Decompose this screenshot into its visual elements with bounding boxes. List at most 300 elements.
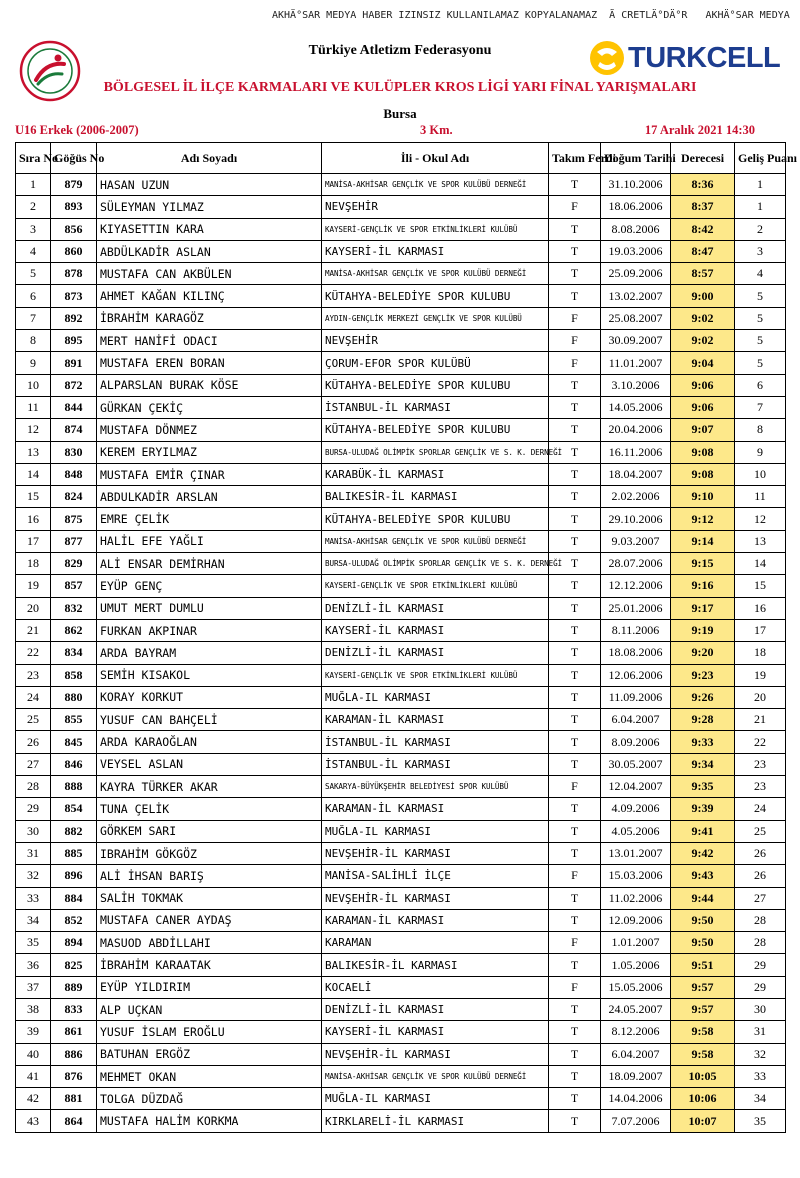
cell-bib: 832	[51, 597, 97, 619]
cell-rank: 27	[16, 753, 51, 775]
cell-team: T	[549, 842, 601, 864]
table-row	[16, 508, 786, 530]
cell-birth: 25.08.2007	[601, 307, 671, 329]
cell-time: 10:07	[671, 1110, 735, 1132]
cell-team: F	[549, 196, 601, 218]
cell-name: MUSTAFA CAN AKBÜLEN	[97, 263, 322, 285]
cell-club: KARAMAN-İL KARMASI	[322, 798, 549, 820]
cell-birth: 31.10.2006	[601, 174, 671, 196]
cell-points: 26	[735, 865, 786, 887]
cell-time: 9:16	[671, 575, 735, 597]
cell-team: T	[549, 887, 601, 909]
cell-time: 9:10	[671, 486, 735, 508]
cell-rank: 1	[16, 174, 51, 196]
cell-bib: 861	[51, 1021, 97, 1043]
cell-birth: 12.12.2006	[601, 575, 671, 597]
cell-team: T	[549, 909, 601, 931]
cell-birth: 29.10.2006	[601, 508, 671, 530]
cell-club: DENİZLİ-İL KARMASI	[322, 597, 549, 619]
cell-bib: 877	[51, 530, 97, 552]
table-row	[16, 285, 786, 307]
table-header-row	[16, 143, 786, 174]
cell-points: 4	[735, 263, 786, 285]
cell-time: 9:44	[671, 887, 735, 909]
cell-team: F	[549, 352, 601, 374]
cell-club: AYDIN-GENÇLİK MERKEZİ GENÇLİK VE SPOR KULÜBÜ	[322, 307, 549, 329]
cell-points: 5	[735, 352, 786, 374]
cell-time: 9:08	[671, 463, 735, 485]
cell-team: T	[549, 463, 601, 485]
cell-name: TUNA ÇELİK	[97, 798, 322, 820]
cell-time: 9:35	[671, 776, 735, 798]
cell-birth: 18.08.2006	[601, 642, 671, 664]
watermark-text: AKHÄ°SAR MEDYA HABER IZINSIZ KULLANILAMAZ KOPYALANAMAZ Ã CRETLÄ°DÄ°R AKHÄ°SAR MEDYA	[272, 10, 790, 21]
cell-birth: 1.05.2006	[601, 954, 671, 976]
cell-time: 9:34	[671, 753, 735, 775]
cell-bib: 825	[51, 954, 97, 976]
cell-name: KEREM ERYILMAZ	[97, 441, 322, 463]
cell-name: ALP UÇKAN	[97, 998, 322, 1020]
cell-bib: 876	[51, 1065, 97, 1087]
cell-name: AHMET KAĞAN KILINÇ	[97, 285, 322, 307]
cell-rank: 18	[16, 553, 51, 575]
cell-points: 12	[735, 508, 786, 530]
table-row	[16, 664, 786, 686]
cell-name: FURKAN AKPINAR	[97, 619, 322, 641]
cell-time: 8:36	[671, 174, 735, 196]
cell-rank: 39	[16, 1021, 51, 1043]
cell-rank: 21	[16, 619, 51, 641]
cell-team: F	[549, 776, 601, 798]
cell-team: F	[549, 976, 601, 998]
cell-club: KÜTAHYA-BELEDİYE SPOR KULUBU	[322, 508, 549, 530]
cell-birth: 25.01.2006	[601, 597, 671, 619]
cell-name: EYÜP YILDIRIM	[97, 976, 322, 998]
cell-club: KÜTAHYA-BELEDİYE SPOR KULUBU	[322, 419, 549, 441]
cell-bib: 845	[51, 731, 97, 753]
cell-time: 10:05	[671, 1065, 735, 1087]
table-row	[16, 619, 786, 641]
cell-name: SEMİH KISAKOL	[97, 664, 322, 686]
cell-team: F	[549, 865, 601, 887]
cell-bib: 892	[51, 307, 97, 329]
cell-rank: 17	[16, 530, 51, 552]
cell-birth: 13.02.2007	[601, 285, 671, 307]
cell-team: T	[549, 575, 601, 597]
table-row	[16, 441, 786, 463]
cell-time: 8:57	[671, 263, 735, 285]
cell-bib: 872	[51, 374, 97, 396]
cell-time: 9:51	[671, 954, 735, 976]
cell-points: 14	[735, 553, 786, 575]
cell-team: T	[549, 619, 601, 641]
cell-name: GÖRKEM SARI	[97, 820, 322, 842]
table-row	[16, 1021, 786, 1043]
col-header-team: Takım Ferdi	[549, 143, 601, 174]
cell-bib: 891	[51, 352, 97, 374]
table-row	[16, 374, 786, 396]
cell-bib: 857	[51, 575, 97, 597]
cell-birth: 24.05.2007	[601, 998, 671, 1020]
table-row	[16, 530, 786, 552]
cell-team: T	[549, 285, 601, 307]
cell-birth: 14.05.2006	[601, 396, 671, 418]
cell-club: MUĞLA-IL KARMASI	[322, 1088, 549, 1110]
cell-team: T	[549, 1043, 601, 1065]
cell-team: T	[549, 508, 601, 530]
cell-bib: 895	[51, 330, 97, 352]
cell-name: MUSTAFA HALİM KORKMA	[97, 1110, 322, 1132]
cell-time: 9:06	[671, 396, 735, 418]
cell-club: KARAMAN	[322, 932, 549, 954]
cell-rank: 30	[16, 820, 51, 842]
cell-birth: 8.12.2006	[601, 1021, 671, 1043]
cell-rank: 29	[16, 798, 51, 820]
table-row	[16, 909, 786, 931]
cell-time: 9:33	[671, 731, 735, 753]
cell-rank: 8	[16, 330, 51, 352]
cell-bib: 864	[51, 1110, 97, 1132]
cell-rank: 12	[16, 419, 51, 441]
race-date: 17 Aralık 2021 14:30	[644, 123, 755, 137]
cell-rank: 15	[16, 486, 51, 508]
cell-name: MASUOD ABDİLLAHI	[97, 932, 322, 954]
cell-name: ALİ ENSAR DEMİRHAN	[97, 553, 322, 575]
cell-team: T	[549, 709, 601, 731]
cell-birth: 16.11.2006	[601, 441, 671, 463]
cell-rank: 28	[16, 776, 51, 798]
table-row	[16, 820, 786, 842]
cell-birth: 6.04.2007	[601, 709, 671, 731]
cell-birth: 7.07.2006	[601, 1110, 671, 1132]
table-row	[16, 1110, 786, 1132]
cell-birth: 11.02.2006	[601, 887, 671, 909]
cell-points: 31	[735, 1021, 786, 1043]
cell-time: 9:08	[671, 441, 735, 463]
cell-birth: 14.04.2006	[601, 1088, 671, 1110]
cell-club: İSTANBUL-İL KARMASI	[322, 731, 549, 753]
cell-club: KAYSERİ-İL KARMASI	[322, 619, 549, 641]
cell-name: ABDULKADİR ARSLAN	[97, 486, 322, 508]
cell-points: 5	[735, 330, 786, 352]
cell-rank: 13	[16, 441, 51, 463]
col-header-rank: Sıra No	[16, 143, 51, 174]
cell-club: KIRKLARELİ-İL KARMASI	[322, 1110, 549, 1132]
cell-points: 13	[735, 530, 786, 552]
cell-team: T	[549, 1110, 601, 1132]
cell-rank: 41	[16, 1065, 51, 1087]
results-body	[16, 174, 786, 1133]
cell-bib: 854	[51, 798, 97, 820]
table-row	[16, 1065, 786, 1087]
cell-bib: 889	[51, 976, 97, 998]
cell-birth: 11.01.2007	[601, 352, 671, 374]
table-row	[16, 174, 786, 196]
cell-rank: 37	[16, 976, 51, 998]
table-row	[16, 486, 786, 508]
cell-rank: 35	[16, 932, 51, 954]
cell-points: 24	[735, 798, 786, 820]
cell-points: 23	[735, 776, 786, 798]
cell-name: YUSUF CAN BAHÇELİ	[97, 709, 322, 731]
col-header-name: Adı Soyadı	[97, 143, 322, 174]
cell-team: T	[549, 396, 601, 418]
cell-time: 9:12	[671, 508, 735, 530]
cell-name: EYÜP GENÇ	[97, 575, 322, 597]
cell-club: İSTANBUL-İL KARMASI	[322, 753, 549, 775]
cell-name: ALPARSLAN BURAK KÖSE	[97, 374, 322, 396]
cell-bib: 834	[51, 642, 97, 664]
cell-rank: 31	[16, 842, 51, 864]
cell-bib: 833	[51, 998, 97, 1020]
cell-club: İSTANBUL-İL KARMASI	[322, 396, 549, 418]
cell-time: 9:00	[671, 285, 735, 307]
cell-rank: 7	[16, 307, 51, 329]
cell-bib: 878	[51, 263, 97, 285]
race-info	[15, 123, 785, 139]
cell-bib: 830	[51, 441, 97, 463]
col-header-points: Geliş Puanı	[735, 143, 786, 174]
cell-bib: 856	[51, 218, 97, 240]
cell-rank: 43	[16, 1110, 51, 1132]
cell-time: 9:50	[671, 909, 735, 931]
table-row	[16, 887, 786, 909]
cell-club: ÇORUM-EFOR SPOR KULÜBÜ	[322, 352, 549, 374]
cell-bib: 848	[51, 463, 97, 485]
cell-points: 28	[735, 909, 786, 931]
table-row	[16, 419, 786, 441]
race-distance: 3 Km.	[420, 123, 453, 137]
cell-points: 27	[735, 887, 786, 909]
cell-bib: 879	[51, 174, 97, 196]
cell-points: 35	[735, 1110, 786, 1132]
cell-time: 9:14	[671, 530, 735, 552]
cell-club: KAYSERİ-İL KARMASI	[322, 1021, 549, 1043]
cell-club: MUĞLA-IL KARMASI	[322, 686, 549, 708]
cell-rank: 40	[16, 1043, 51, 1065]
cell-name: IBRAHİM GÖKGÖZ	[97, 842, 322, 864]
cell-birth: 8.11.2006	[601, 619, 671, 641]
cell-team: T	[549, 664, 601, 686]
cell-club: BALIKESİR-İL KARMASI	[322, 954, 549, 976]
cell-rank: 20	[16, 597, 51, 619]
cell-club: MANİSA-AKHİSAR GENÇLİK VE SPOR KULÜBÜ DERNEĞİ	[322, 530, 549, 552]
cell-bib: 874	[51, 419, 97, 441]
table-row	[16, 463, 786, 485]
cell-birth: 4.05.2006	[601, 820, 671, 842]
cell-birth: 30.05.2007	[601, 753, 671, 775]
cell-birth: 13.01.2007	[601, 842, 671, 864]
cell-name: ABDÜLKADİR ASLAN	[97, 240, 322, 262]
cell-birth: 12.06.2006	[601, 664, 671, 686]
cell-name: KAYRA TÜRKER AKAR	[97, 776, 322, 798]
table-row	[16, 218, 786, 240]
cell-club: NEVŞEHİR	[322, 330, 549, 352]
cell-rank: 14	[16, 463, 51, 485]
cell-points: 5	[735, 307, 786, 329]
table-row	[16, 709, 786, 731]
cell-birth: 20.04.2006	[601, 419, 671, 441]
table-row	[16, 642, 786, 664]
cell-name: UMUT MERT DUMLU	[97, 597, 322, 619]
cell-birth: 18.04.2007	[601, 463, 671, 485]
table-row	[16, 196, 786, 218]
cell-rank: 25	[16, 709, 51, 731]
table-row	[16, 352, 786, 374]
event-title: BÖLGESEL İL İLÇE KARMALARI VE KULÜPLER KROS LİGİ YARI FİNAL YARIŞMALARI	[103, 80, 697, 95]
cell-birth: 1.01.2007	[601, 932, 671, 954]
cell-club: MANİSA-AKHİSAR GENÇLİK VE SPOR KULÜBÜ DERNEĞİ	[322, 1065, 549, 1087]
cell-time: 8:42	[671, 218, 735, 240]
cell-club: KOCAELİ	[322, 976, 549, 998]
results-table	[15, 142, 798, 1133]
table-row	[16, 954, 786, 976]
cell-birth: 18.06.2006	[601, 196, 671, 218]
cell-club: MANİSA-AKHİSAR GENÇLİK VE SPOR KULÜBÜ DERNEĞİ	[322, 174, 549, 196]
cell-time: 9:57	[671, 998, 735, 1020]
cell-time: 9:02	[671, 307, 735, 329]
cell-birth: 8.08.2006	[601, 218, 671, 240]
cell-bib: 873	[51, 285, 97, 307]
cell-club: DENİZLİ-İL KARMASI	[322, 642, 549, 664]
cell-name: SÜLEYMAN YILMAZ	[97, 196, 322, 218]
cell-club: MANİSA-AKHİSAR GENÇLİK VE SPOR KULÜBÜ DERNEĞİ	[322, 263, 549, 285]
cell-time: 8:47	[671, 240, 735, 262]
cell-points: 22	[735, 731, 786, 753]
cell-time: 9:07	[671, 419, 735, 441]
cell-points: 20	[735, 686, 786, 708]
cell-birth: 19.03.2006	[601, 240, 671, 262]
cell-points: 28	[735, 932, 786, 954]
cell-name: KORAY KORKUT	[97, 686, 322, 708]
cell-points: 30	[735, 998, 786, 1020]
cell-rank: 34	[16, 909, 51, 931]
cell-bib: 824	[51, 486, 97, 508]
cell-club: SAKARYA-BÜYÜKŞEHİR BELEDİYESİ SPOR KULÜBÜ	[322, 776, 549, 798]
cell-birth: 9.03.2007	[601, 530, 671, 552]
cell-club: DENİZLİ-İL KARMASI	[322, 998, 549, 1020]
cell-time: 9:26	[671, 686, 735, 708]
cell-name: ARDA BAYRAM	[97, 642, 322, 664]
col-header-bib: Göğüs No	[51, 143, 97, 174]
cell-points: 18	[735, 642, 786, 664]
cell-points: 1	[735, 174, 786, 196]
cell-time: 9:58	[671, 1043, 735, 1065]
cell-team: T	[549, 1088, 601, 1110]
cell-bib: 875	[51, 508, 97, 530]
cell-club: BURSA-ULUDAĞ OLİMPİK SPORLAR GENÇLİK VE S. K. DERNEĞİ	[322, 441, 549, 463]
cell-name: VEYSEL ASLAN	[97, 753, 322, 775]
cell-team: T	[549, 753, 601, 775]
table-row	[16, 776, 786, 798]
cell-points: 6	[735, 374, 786, 396]
cell-club: KAYSERİ-İL KARMASI	[322, 240, 549, 262]
cell-points: 5	[735, 285, 786, 307]
cell-rank: 10	[16, 374, 51, 396]
cell-points: 1	[735, 196, 786, 218]
cell-name: HASAN UZUN	[97, 174, 322, 196]
cell-points: 16	[735, 597, 786, 619]
cell-bib: 852	[51, 909, 97, 931]
cell-team: T	[549, 553, 601, 575]
cell-time: 9:02	[671, 330, 735, 352]
cell-bib: 882	[51, 820, 97, 842]
cell-rank: 24	[16, 686, 51, 708]
cell-club: NEVŞEHİR	[322, 196, 549, 218]
cell-club: KÜTAHYA-BELEDİYE SPOR KULUBU	[322, 285, 549, 307]
cell-points: 26	[735, 842, 786, 864]
cell-team: T	[549, 731, 601, 753]
cell-points: 2	[735, 218, 786, 240]
table-row	[16, 865, 786, 887]
cell-points: 11	[735, 486, 786, 508]
cell-birth: 12.04.2007	[601, 776, 671, 798]
cell-bib: 846	[51, 753, 97, 775]
cell-points: 10	[735, 463, 786, 485]
cell-birth: 18.09.2007	[601, 1065, 671, 1087]
cell-time: 9:43	[671, 865, 735, 887]
cell-rank: 23	[16, 664, 51, 686]
cell-rank: 38	[16, 998, 51, 1020]
sponsor-wordmark: TURKCELL	[628, 42, 781, 74]
cell-club: KARAMAN-İL KARMASI	[322, 909, 549, 931]
cell-points: 34	[735, 1088, 786, 1110]
cell-team: T	[549, 174, 601, 196]
cell-bib: 844	[51, 396, 97, 418]
cell-team: T	[549, 263, 601, 285]
cell-club: NEVŞEHİR-İL KARMASI	[322, 887, 549, 909]
cell-bib: 893	[51, 196, 97, 218]
table-row	[16, 330, 786, 352]
cell-birth: 8.09.2006	[601, 731, 671, 753]
cell-points: 17	[735, 619, 786, 641]
cell-team: T	[549, 530, 601, 552]
cell-bib: 896	[51, 865, 97, 887]
cell-rank: 3	[16, 218, 51, 240]
cell-club: NEVŞEHİR-İL KARMASI	[322, 842, 549, 864]
cell-club: KARABÜK-İL KARMASI	[322, 463, 549, 485]
cell-rank: 9	[16, 352, 51, 374]
cell-bib: 860	[51, 240, 97, 262]
cell-bib: 881	[51, 1088, 97, 1110]
cell-points: 7	[735, 396, 786, 418]
cell-bib: 880	[51, 686, 97, 708]
cell-time: 9:04	[671, 352, 735, 374]
cell-bib: 862	[51, 619, 97, 641]
cell-name: İBRAHİM KARAGÖZ	[97, 307, 322, 329]
cell-time: 9:06	[671, 374, 735, 396]
cell-rank: 42	[16, 1088, 51, 1110]
cell-bib: 888	[51, 776, 97, 798]
cell-club: KAYSERİ-GENÇLİK VE SPOR ETKİNLİKLERİ KULÜBÜ	[322, 218, 549, 240]
table-row	[16, 798, 786, 820]
cell-time: 9:39	[671, 798, 735, 820]
cell-team: F	[549, 307, 601, 329]
cell-team: T	[549, 998, 601, 1020]
cell-time: 9:23	[671, 664, 735, 686]
cell-birth: 15.03.2006	[601, 865, 671, 887]
cell-points: 3	[735, 240, 786, 262]
table-row	[16, 1043, 786, 1065]
cell-name: MUSTAFA EREN BORAN	[97, 352, 322, 374]
table-row	[16, 1088, 786, 1110]
cell-club: MANİSA-SALİHLİ İLÇE	[322, 865, 549, 887]
cell-team: T	[549, 441, 601, 463]
cell-birth: 25.09.2006	[601, 263, 671, 285]
cell-bib: 885	[51, 842, 97, 864]
cell-name: EMRE ÇELİK	[97, 508, 322, 530]
cell-name: KIYASETTIN KARA	[97, 218, 322, 240]
